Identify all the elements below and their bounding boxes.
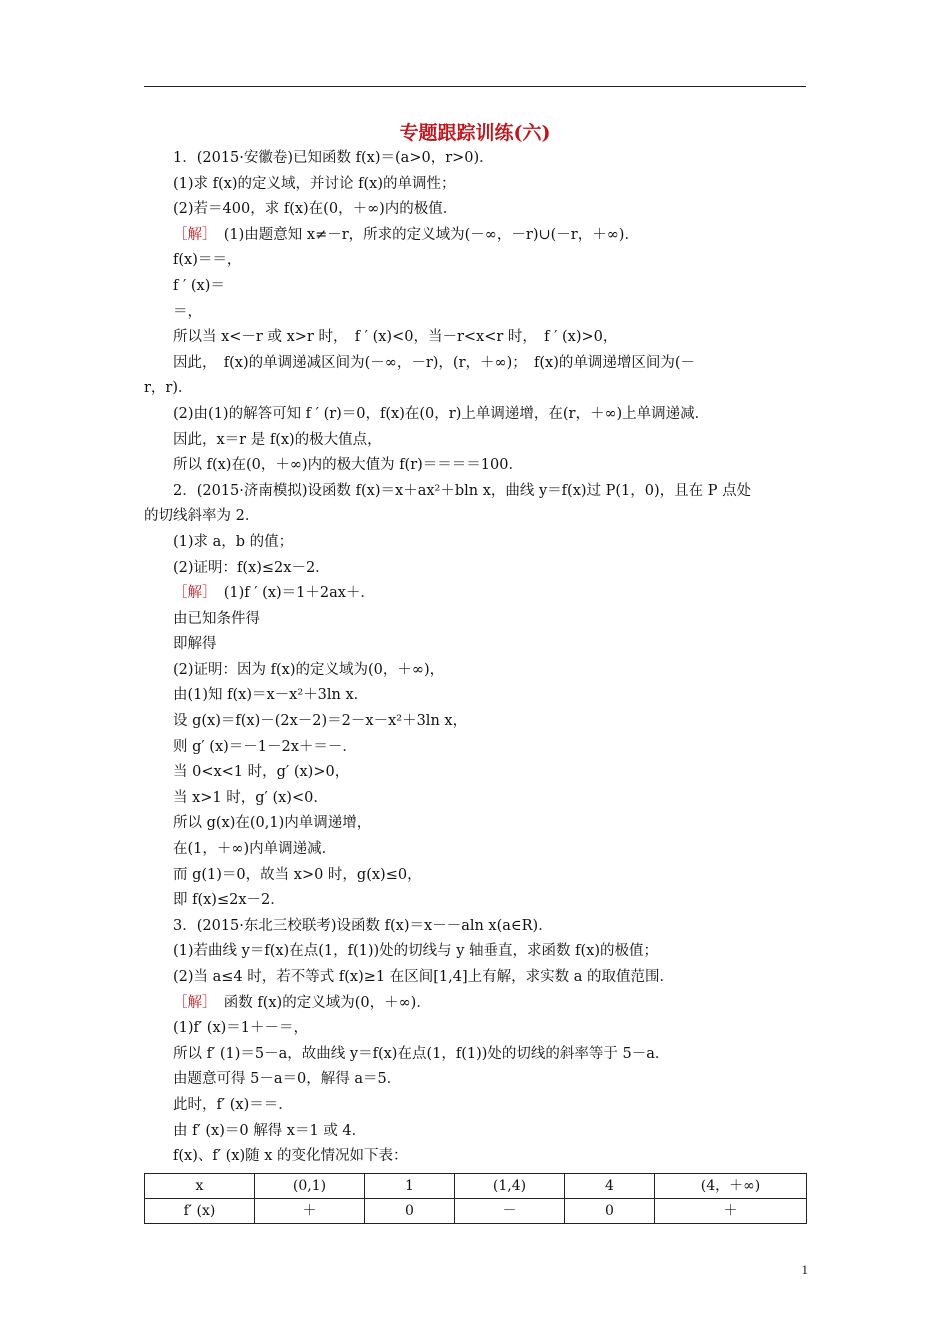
text-line <box>144 965 806 991</box>
table-cell: 4 <box>565 1173 655 1198</box>
text-line <box>144 888 806 914</box>
table-row <box>145 1173 807 1198</box>
line-text: 而 g(1)＝0，故当 x>0 时，g(x)≤0， <box>173 866 422 883</box>
line-text: 设 g(x)＝f(x)－(2x－2)＝2－x－x²＋3ln x， <box>173 713 468 730</box>
table-cell: (0,1) <box>255 1173 365 1198</box>
text-line <box>144 504 806 530</box>
table-cell: f′ (x) <box>145 1198 255 1223</box>
line-text: r，r)． <box>144 380 193 397</box>
line-text: 由题意可得 5－a＝0，解得 a＝5． <box>173 1071 402 1088</box>
text-line <box>144 1016 806 1042</box>
text-line <box>144 351 806 377</box>
line-text: 此时，f′ (x)＝＝． <box>173 1096 293 1113</box>
text-line <box>144 786 806 812</box>
table-cell: 0 <box>565 1198 655 1223</box>
text-line <box>144 1093 806 1119</box>
text-line <box>144 632 806 658</box>
text-line <box>144 658 806 684</box>
table-cell: ＋ <box>655 1198 807 1223</box>
line-text: f(x)、f′ (x)随 x 的变化情况如下表： <box>173 1148 408 1165</box>
line-text: (2)证明：f(x)≤2x－2． <box>173 559 330 576</box>
text-line <box>144 556 806 582</box>
text-line <box>144 939 806 965</box>
table-cell: 0 <box>365 1198 455 1223</box>
text-line <box>144 300 806 326</box>
line-text: 所以当 x<－r 或 x>r 时， f ′ (x)<0，当－r<x<r 时， f ′ (x)>0， <box>173 329 618 346</box>
text-line <box>144 376 806 402</box>
line-text: 1．(2015·安徽卷)已知函数 f(x)＝(a>0，r>0)． <box>173 150 494 166</box>
table-cell: x <box>145 1173 255 1198</box>
page-title: 专题跟踪训练(六) <box>399 122 551 144</box>
text-line <box>144 991 806 1017</box>
line-text: 在(1，＋∞)内单调递减． <box>173 841 337 858</box>
line-text: (2)证明：因为 f(x)的定义域为(0，＋∞)， <box>173 661 445 678</box>
text-line <box>144 146 806 172</box>
solution-marker: ［解］ <box>173 585 210 602</box>
text-line <box>144 172 806 198</box>
line-text: (2)由(1)的解答可知 f ′ (r)＝0，f(x)在(0，r)上单调递增，在(r，＋∞)上单调递减． <box>173 405 710 422</box>
table-cell: ＋ <box>255 1198 365 1223</box>
line-text: (1)f′ (x)＝1＋－＝， <box>173 1020 309 1037</box>
table-cell: 1 <box>365 1173 455 1198</box>
line-text: 函数 f(x)的定义域为(0，＋∞)． <box>209 994 431 1011</box>
line-text: 由已知条件得 <box>173 610 260 627</box>
text-line <box>144 1119 806 1145</box>
text-line <box>144 325 806 351</box>
line-text: 当 0<x<1 时，g′ (x)>0， <box>173 764 350 781</box>
line-text: 所以 g(x)在(0,1)内单调递增， <box>173 815 372 832</box>
line-text: 因此， f(x)的单调递减区间为(－∞，－r)，(r，＋∞)； f(x)的单调递增区间为(－ <box>173 354 696 371</box>
line-text: (1)若曲线 y＝f(x)在点(1，f(1))处的切线与 y 轴垂直，求函数 f(x)的极值； <box>173 943 659 960</box>
line-text: 由 f′ (x)＝0 解得 x＝1 或 4． <box>173 1122 367 1139</box>
line-text: 3．(2015·东北三校联考)设函数 f(x)＝x－－aln x(a∈R)． <box>173 917 553 934</box>
text-line <box>144 581 806 607</box>
text-line <box>144 607 806 633</box>
text-line <box>144 248 806 274</box>
line-text: 所以 f(x)在(0，＋∞)内的极大值为 f(r)＝＝＝＝100． <box>173 457 523 474</box>
line-text: (2)若＝400，求 f(x)在(0，＋∞)内的极值． <box>173 201 458 218</box>
text-line <box>144 428 806 454</box>
line-text: (2)当 a≤4 时，若不等式 f(x)≥1 在区间[1,4]上有解，求实数 a 的取值范围． <box>173 969 674 985</box>
text-line <box>144 402 806 428</box>
line-text: 所以 f′ (1)＝5－a，故曲线 y＝f(x)在点(1，f(1))处的切线的斜率等于 5－a． <box>173 1045 670 1062</box>
text-line <box>144 863 806 889</box>
line-text: f(x)＝＝， <box>173 252 242 269</box>
table-cell: (4，＋∞) <box>655 1173 807 1198</box>
text-line <box>144 1067 806 1093</box>
text-line <box>144 479 806 505</box>
text-line <box>144 1144 806 1170</box>
solution-marker: ［解］ <box>173 994 210 1011</box>
table-cell: － <box>455 1198 565 1223</box>
document-body <box>144 146 806 1224</box>
text-line <box>144 914 806 940</box>
text-line <box>144 709 806 735</box>
text-line <box>144 530 806 556</box>
page-number: 1 <box>801 1262 808 1277</box>
text-line <box>144 274 806 300</box>
line-text: 则 g′ (x)＝－1－2x＋＝－． <box>173 738 357 755</box>
table-cell: (1,4) <box>455 1173 565 1198</box>
line-text: ＝， <box>173 303 202 320</box>
table-row <box>145 1198 807 1223</box>
text-line <box>144 811 806 837</box>
line-text: 即解得 <box>173 636 217 653</box>
line-text: (1)由题意知 x≠－r，所求的定义域为(－∞，－r)∪(－r，＋∞)． <box>209 226 639 243</box>
line-text: (1)f ′ (x)＝1＋2ax＋． <box>209 585 375 602</box>
text-line <box>144 683 806 709</box>
solution-marker: ［解］ <box>173 226 210 243</box>
line-text: f ′ (x)＝ <box>173 277 225 294</box>
text-line <box>144 837 806 863</box>
line-text: 由(1)知 f(x)＝x－x²＋3ln x． <box>173 687 369 704</box>
line-text: 2．(2015·济南模拟)设函数 f(x)＝x＋ax²＋bln x，曲线 y＝f(x)过 P(1，0)，且在 P 点处 <box>173 482 752 499</box>
line-text: (1)求 f(x)的定义域，并讨论 f(x)的单调性； <box>173 175 456 192</box>
text-line <box>144 760 806 786</box>
line-text: 的切线斜率为 2． <box>144 508 260 525</box>
text-line <box>144 223 806 249</box>
text-line <box>144 1042 806 1068</box>
text-line <box>144 197 806 223</box>
line-text: 当 x>1 时，g′ (x)<0． <box>173 789 328 806</box>
text-line <box>144 735 806 761</box>
line-text: 即 f(x)≤2x－2． <box>173 892 285 909</box>
header-rule <box>144 86 806 87</box>
line-text: 因此，x＝r 是 f(x)的极大值点， <box>173 431 382 448</box>
text-line <box>144 453 806 479</box>
variation-table <box>144 1173 807 1224</box>
line-text: (1)求 a，b 的值； <box>173 533 294 550</box>
